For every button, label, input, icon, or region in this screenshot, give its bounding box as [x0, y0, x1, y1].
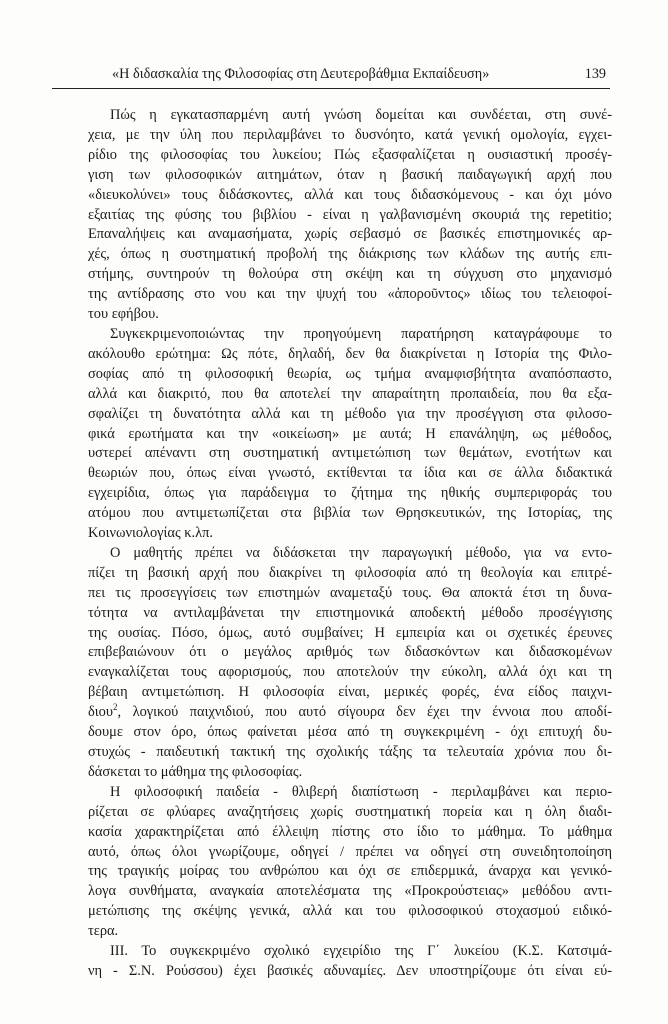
text-line: πει τις προσεγγίσεις των επιστημών αναμεταξύ τους. Θα αποκτά έτσι τη δυνα- [88, 584, 612, 601]
footnote-prefix: διου [88, 704, 113, 721]
text-line: της ουσίας. Πόσο, όμως, αυτό συμβαίνει; Η εμπειρία και οι σχετικές έρευνες [88, 624, 612, 641]
text-line: θεωριών που, όπως είναι γνωστό, εκτίθενται τα ίδια και σε άλλα διδακτικά [88, 465, 612, 482]
text-line: ΙΙΙ. Το συγκεκριμένο σχολικό εγχειρίδιο της Γ΄ λυκείου (Κ.Σ. Κατσιμά- [110, 943, 612, 960]
text-line: εξαιτίας της φύσης του βιβλίου - είναι η γαλβανισμένη σκουριά της repetitio; [88, 206, 612, 223]
text-line: υστερεί απέναντι στη συστηματική αντιμετώπιση των θεμάτων, ενοτήτων και [88, 445, 612, 462]
text-line: νη - Σ.Ν. Ρούσσου) έχει βασικές αδυναμίες. Δεν υποστηρίζουμε ότι είναι εύ- [88, 962, 612, 979]
body-text [88, 106, 612, 982]
paragraph-4 [88, 783, 612, 942]
text-line: χεια, με την ύλη που περιλαμβάνει το δυσνόητο, κατά γενική ομολογία, εγχει- [88, 126, 612, 143]
text-line: δουμε στον όρο, όπως φαίνεται μέσα από τη συγκεκριμένη - όχι επιτυχή δυ- [88, 724, 612, 741]
text-line: Επαναλήψεις και αναμασήματα, χωρίς σεβασμό σε βασικές επιστημονικές αρ- [88, 226, 612, 243]
footnote-ref[interactable]: 2 [112, 702, 118, 713]
paragraph-1 [88, 106, 612, 325]
running-title: «Η διδασκαλία της Φιλοσοφίας στη Δευτεροβάθμια Εκπαίδευση» [112, 66, 490, 82]
text-line: επιβεβαιώνουν ότι ο μεγάλος αριθμός των διδασκόντων και διδασκομένων [88, 644, 612, 661]
text-line: πίζει τη βασική αρχή που διακρίνει τη φιλοσοφία από τη θεολογία και επιτρέ- [88, 564, 612, 581]
paragraph-3 [88, 544, 612, 783]
text-line: Πώς η εγκατασπαρμένη αυτή γνώση δομείται και συνδέεται, στη συνέ- [110, 107, 612, 123]
text-line: γιση των φιλοσοφικών αιτημάτων, όταν η βασική παιδαγωγική αρχή που [88, 166, 612, 183]
text-line: «διευκολύνει» τους διδάσκοντες, αλλά και τους διδασκόμενους - και όχι μόνο [88, 186, 612, 203]
paragraph-2 [88, 325, 612, 544]
text-line: τερα. [88, 923, 119, 940]
text-line: σοφίας από τη φιλοσοφική θεωρία, ως τμήμα αναμφισβήτητα αναπόσπαστο, [88, 365, 612, 382]
running-head [52, 66, 610, 89]
text-line: Κοινωνιολογίας κ.λπ. [88, 525, 213, 542]
text-line: χές, όπως η συστηματική προβολή της διάκρισης των κλάδων της αυτής επι- [88, 246, 612, 263]
text-line: Η φιλοσοφική παιδεία - θλιβερή διαπίστωση - περιλαμβάνει και περιο- [110, 783, 612, 800]
text-line: λογα συνθήματα, αναγκαία αποτελέσματα της «Προκρούστειας» μεθόδου αντι- [88, 883, 612, 900]
text-line: αλλά και διακριτό, που θα αποτελεί την απαραίτητη προπαιδεία, που θα εξα- [88, 385, 612, 402]
text-line: της τραγικής μοίρας του ανθρώπου και όχι σε επιδερμικά, άναρχα και γενικό- [88, 863, 612, 880]
text-line: ακόλουθο ερώτημα: Ως πότε, δηλαδή, δεν θα διακρίνεται η Ιστορία της Φιλο- [88, 345, 612, 362]
text-line: αυτό, όπως όλοι γνωρίζουμε, οδηγεί / πρέπει να οδηγεί στη συνειδητοποίηση [88, 843, 612, 860]
text-line: στυχώς - παιδευτική τακτική της σχολικής τάξης τα τελευταία χρόνια που δι- [88, 744, 612, 760]
text-line: της αντίδρασης στο νου και την ψυχή του «ἀπορoῦντος» ιδίως του τελειοφοί- [88, 286, 612, 303]
text-line: ρίζεται σε φλύαρες αναζητήσεις χωρίς συστηματική πορεία και η όλη διαδι- [88, 803, 612, 820]
text-line: του εφήβου. [88, 306, 159, 323]
text-line: φικά ερωτήματα και την «οικείωση» με αυτά; Η επανάληψη, ως μέθοδος, [88, 425, 612, 442]
footnote-line-tail: , λογικού παιχνιδιού, που αυτό σίγουρα δεν έχει την έννοια που αποδί- [117, 704, 612, 721]
text-line: ρίδιο της φιλοσοφίας του λυκείου; Πώς εξασφαλίζεται η ουσιαστική προσέγ- [88, 146, 612, 163]
text-line: κασία χαρακτηρίζεται από έλλειψη πίστης στο ίδιο το μάθημα. Το μάθημα [88, 823, 612, 840]
text-line: τότητα να αντιλαμβάνεται την επιστημονικά αποδεκτή μέθοδο προσέγγισης [88, 604, 612, 621]
text-line: εναγκαλίζεται τους αφορισμούς, που αποτελούν την εύκολη, αλλά όχι και τη [88, 664, 612, 681]
paragraph-5 [88, 942, 612, 982]
text-line: Ο μαθητής πρέπει να διδάσκεται την παραγωγική μέθοδο, για να εντο- [110, 544, 612, 561]
text-line-with-footnote [88, 703, 612, 723]
text-line: ατόμου που αντιμετωπίζεται στα βιβλία των Θρησκευτικών, της Ιστορίας, της [88, 505, 612, 522]
text-line: μετώπισης της σκέψης γενικά, αλλά και του φιλοσοφικού στοχασμού ειδικό- [88, 903, 612, 920]
text-line: δάσκεται το μάθημα της φιλοσοφίας. [88, 763, 303, 780]
text-line: σφαλίζει τη δυνατότητα αλλά και τη μέθοδο για την προσέγγιση στα φιλοσο- [88, 405, 612, 422]
page-number: 139 [584, 66, 606, 82]
text-line: εγχειρίδια, όπως για παράδειγμα το ζήτημα της ηθικής συμπεριφοράς του [88, 485, 612, 502]
text-line: βέβαιη αντιμετώπιση. Η φιλοσοφία είναι, μερικές φορές, ένα είδος παιχνι- [88, 684, 612, 701]
text-line: στήμης, συντηρούν τη θολούρα στη σκέψη και τη σύγχυση στο μηχανισμό [88, 266, 612, 283]
text-line: Συγκεκριμενοποιώντας την προηγούμενη παρατήρηση καταγράφουμε το [110, 325, 612, 342]
